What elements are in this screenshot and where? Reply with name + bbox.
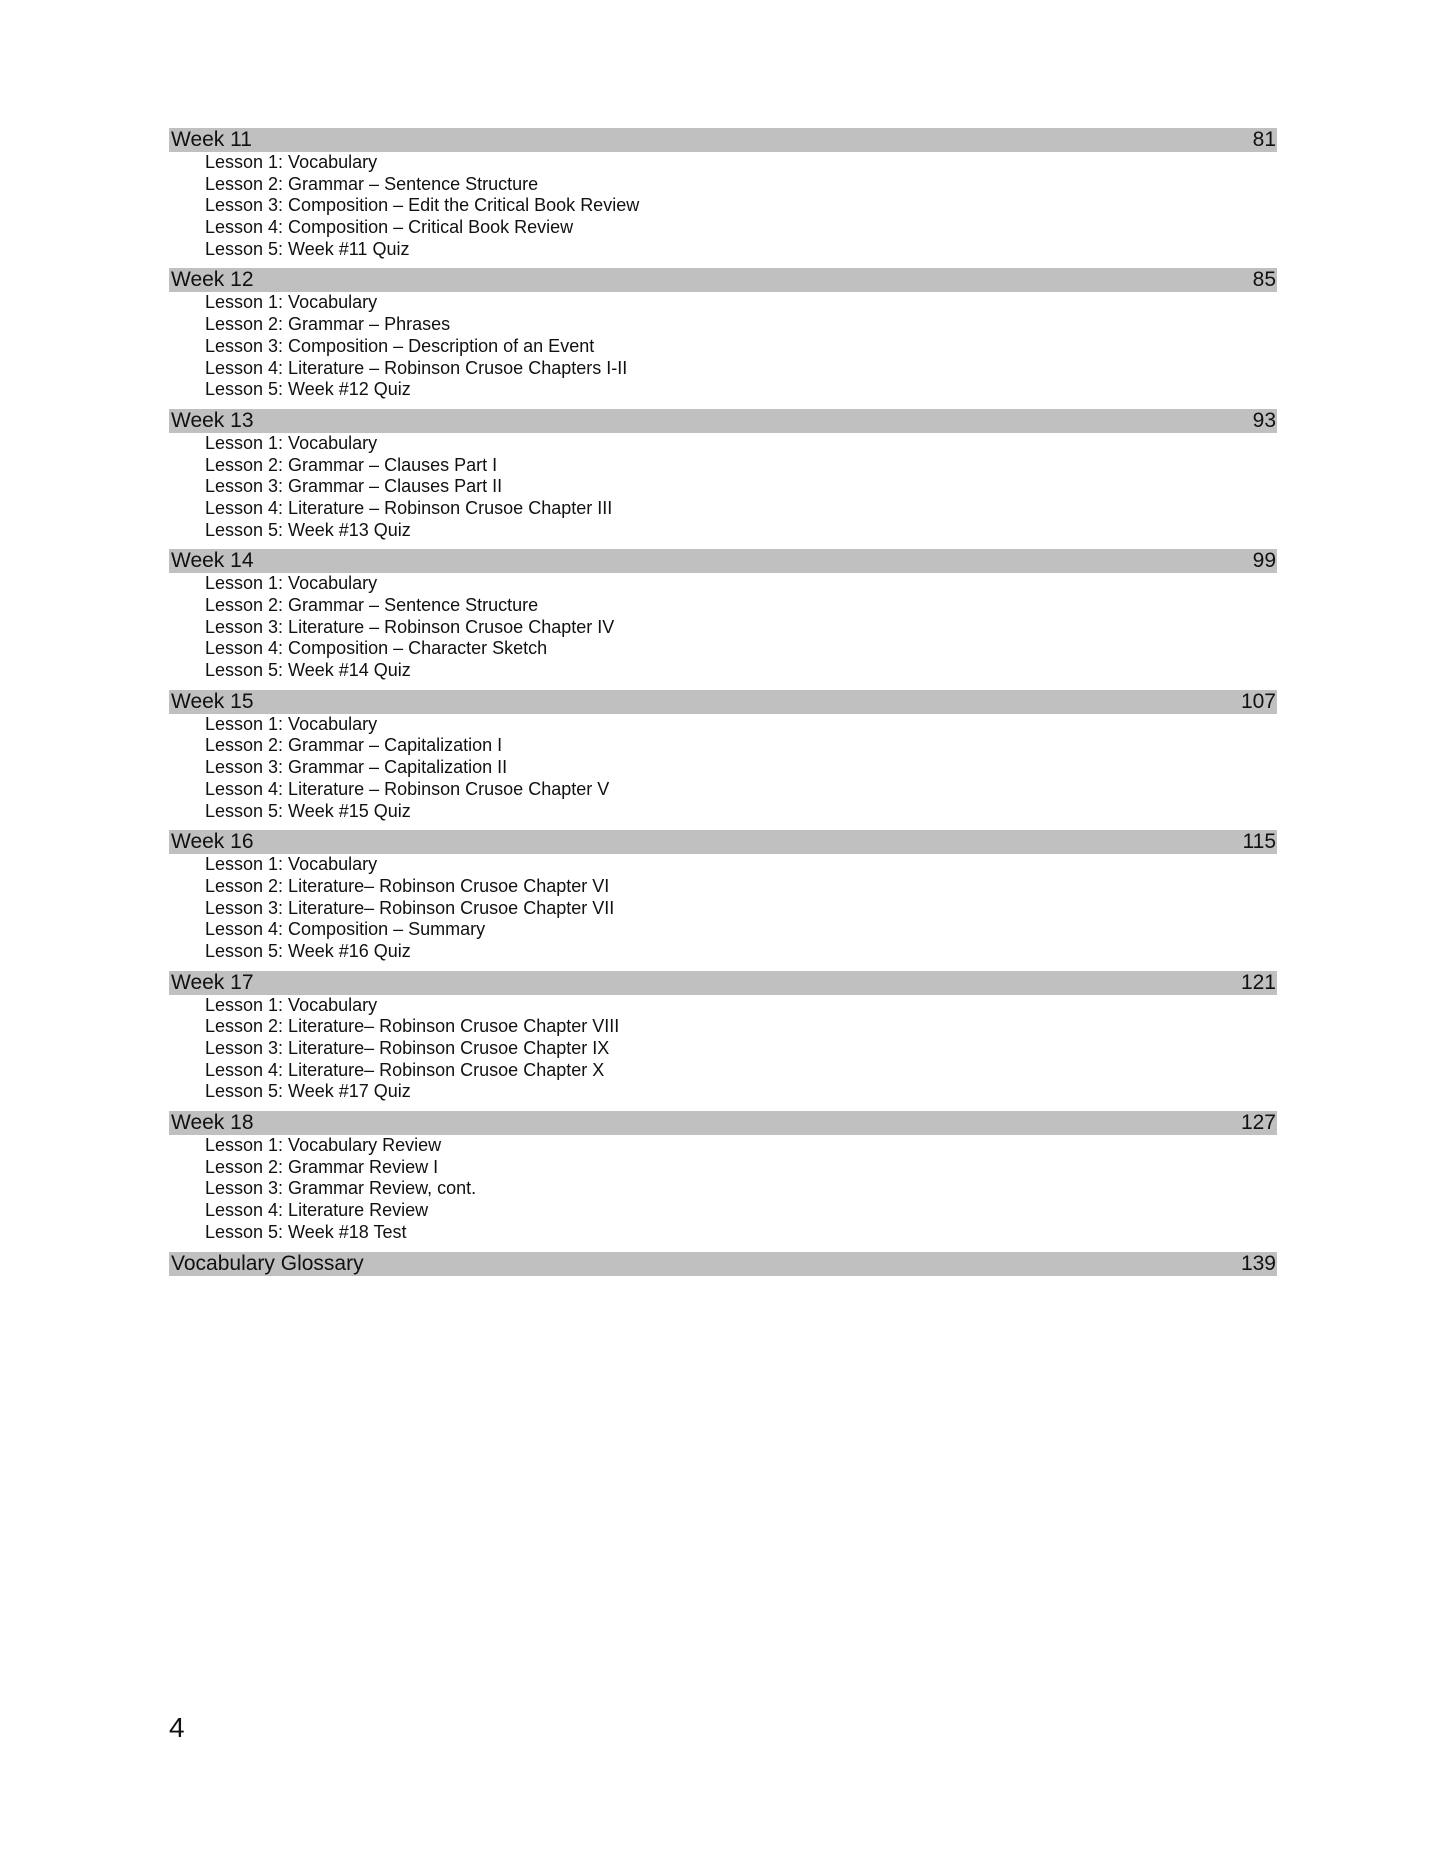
- lesson-item[interactable]: Lesson 3: Composition – Edit the Critical Book Review: [205, 195, 640, 216]
- lesson-item[interactable]: Lesson 2: Grammar – Phrases: [205, 314, 451, 335]
- page-number: 4: [169, 1712, 185, 1743]
- lesson-item[interactable]: Lesson 2: Literature– Robinson Crusoe Chapter VIII: [205, 1016, 620, 1037]
- week-header[interactable]: [169, 128, 1277, 152]
- lesson-item[interactable]: Lesson 5: Week #17 Quiz: [205, 1081, 411, 1102]
- lesson-item[interactable]: Lesson 5: Week #18 Test: [205, 1221, 407, 1242]
- week-title: Week 13: [171, 408, 254, 432]
- lesson-list: [169, 152, 1277, 260]
- lesson-item[interactable]: Lesson 2: Grammar – Clauses Part I: [205, 454, 498, 475]
- lesson-item[interactable]: Lesson 5: Week #13 Quiz: [205, 519, 411, 540]
- week-header[interactable]: [169, 409, 1277, 433]
- week-section: [169, 268, 1277, 400]
- week-page-number: 81: [1252, 128, 1276, 151]
- week-title: Week 15: [171, 689, 254, 713]
- week-section: [169, 690, 1277, 822]
- week-header[interactable]: [169, 1111, 1277, 1135]
- glossary-title: Vocabulary Glossary: [171, 1251, 364, 1275]
- week-title: Week 11: [171, 128, 252, 151]
- lesson-item[interactable]: Lesson 3: Composition – Description of an Event: [205, 335, 595, 356]
- week-title: Week 16: [171, 830, 254, 854]
- week-header[interactable]: [169, 971, 1277, 995]
- lesson-item[interactable]: Lesson 3: Literature– Robinson Crusoe Chapter VII: [205, 897, 615, 918]
- lesson-item[interactable]: Lesson 3: Grammar Review, cont.: [205, 1178, 477, 1199]
- week-page-number: 107: [1240, 689, 1276, 713]
- lesson-item[interactable]: Lesson 5: Week #11 Quiz: [205, 238, 410, 259]
- lesson-item[interactable]: Lesson 2: Grammar – Sentence Structure: [205, 595, 539, 615]
- lesson-item[interactable]: Lesson 5: Week #16 Quiz: [205, 940, 411, 961]
- lesson-list: [169, 714, 1277, 822]
- week-title: Week 18: [171, 1111, 254, 1135]
- week-section: [169, 830, 1277, 962]
- week-section: [169, 971, 1277, 1103]
- lesson-item[interactable]: Lesson 2: Grammar Review I: [205, 1156, 439, 1177]
- table-of-contents: [169, 128, 1277, 1284]
- glossary-header[interactable]: [169, 1252, 1277, 1276]
- week-header[interactable]: [169, 549, 1277, 573]
- lesson-item[interactable]: Lesson 4: Literature – Robinson Crusoe Chapter III: [205, 497, 613, 518]
- week-page-number: 85: [1252, 268, 1276, 292]
- lesson-item[interactable]: Lesson 1: Vocabulary: [205, 854, 378, 875]
- lesson-list: [169, 1135, 1277, 1243]
- week-title: Week 12: [171, 268, 254, 292]
- lesson-item[interactable]: Lesson 3: Grammar – Capitalization II: [205, 757, 508, 778]
- week-page-number: 115: [1242, 830, 1276, 854]
- glossary-section: [169, 1252, 1277, 1276]
- lesson-item[interactable]: Lesson 5: Week #15 Quiz: [205, 800, 411, 821]
- week-page-number: 99: [1252, 549, 1276, 573]
- lesson-item[interactable]: Lesson 4: Literature– Robinson Crusoe Chapter X: [205, 1059, 605, 1080]
- lesson-item[interactable]: Lesson 4: Composition – Character Sketch: [205, 638, 548, 659]
- lesson-list: [169, 995, 1277, 1103]
- lesson-item[interactable]: Lesson 3: Literature – Robinson Crusoe Chapter IV: [205, 616, 615, 637]
- lesson-item[interactable]: Lesson 1: Vocabulary: [205, 432, 378, 453]
- lesson-list: [169, 573, 1277, 681]
- lesson-item[interactable]: Lesson 3: Grammar – Clauses Part II: [205, 476, 503, 497]
- lesson-item[interactable]: Lesson 1: Vocabulary Review: [205, 1135, 442, 1156]
- lesson-item[interactable]: Lesson 4: Literature – Robinson Crusoe Chapter V: [205, 778, 610, 799]
- lesson-item[interactable]: Lesson 5: Week #14 Quiz: [205, 660, 411, 681]
- lesson-item[interactable]: Lesson 4: Composition – Summary: [205, 919, 486, 940]
- lesson-item[interactable]: Lesson 1: Vocabulary: [205, 573, 378, 594]
- lesson-item[interactable]: Lesson 5: Week #12 Quiz: [205, 379, 411, 400]
- week-section: [169, 128, 1277, 260]
- lesson-item[interactable]: Lesson 1: Vocabulary: [205, 152, 378, 172]
- week-title: Week 17: [171, 970, 254, 994]
- week-title: Week 14: [171, 549, 254, 573]
- week-section: [169, 549, 1277, 681]
- week-section: [169, 1111, 1277, 1243]
- lesson-list: [169, 292, 1277, 400]
- week-page-number: 93: [1252, 408, 1276, 432]
- lesson-list: [169, 433, 1277, 541]
- week-header[interactable]: [169, 268, 1277, 292]
- lesson-item[interactable]: Lesson 1: Vocabulary: [205, 994, 378, 1015]
- lesson-item[interactable]: Lesson 2: Grammar – Capitalization I: [205, 735, 503, 756]
- lesson-list: [169, 854, 1277, 962]
- lesson-item[interactable]: Lesson 2: Grammar – Sentence Structure: [205, 173, 539, 194]
- lesson-item[interactable]: Lesson 4: Literature – Robinson Crusoe Chapters I-II: [205, 357, 628, 378]
- lesson-item[interactable]: Lesson 1: Vocabulary: [205, 292, 378, 313]
- week-section: [169, 409, 1277, 541]
- lesson-item[interactable]: Lesson 3: Literature– Robinson Crusoe Chapter IX: [205, 1038, 610, 1058]
- lesson-item[interactable]: Lesson 4: Composition – Critical Book Review: [205, 217, 574, 238]
- lesson-item[interactable]: Lesson 1: Vocabulary: [205, 713, 378, 734]
- week-header[interactable]: [169, 830, 1277, 854]
- lesson-item[interactable]: Lesson 4: Literature Review: [205, 1200, 429, 1221]
- glossary-page-number: 139: [1240, 1251, 1276, 1275]
- lesson-item[interactable]: Lesson 2: Literature– Robinson Crusoe Chapter VI: [205, 875, 610, 896]
- week-page-number: 127: [1240, 1111, 1276, 1135]
- week-page-number: 121: [1240, 970, 1276, 994]
- week-header[interactable]: [169, 690, 1277, 714]
